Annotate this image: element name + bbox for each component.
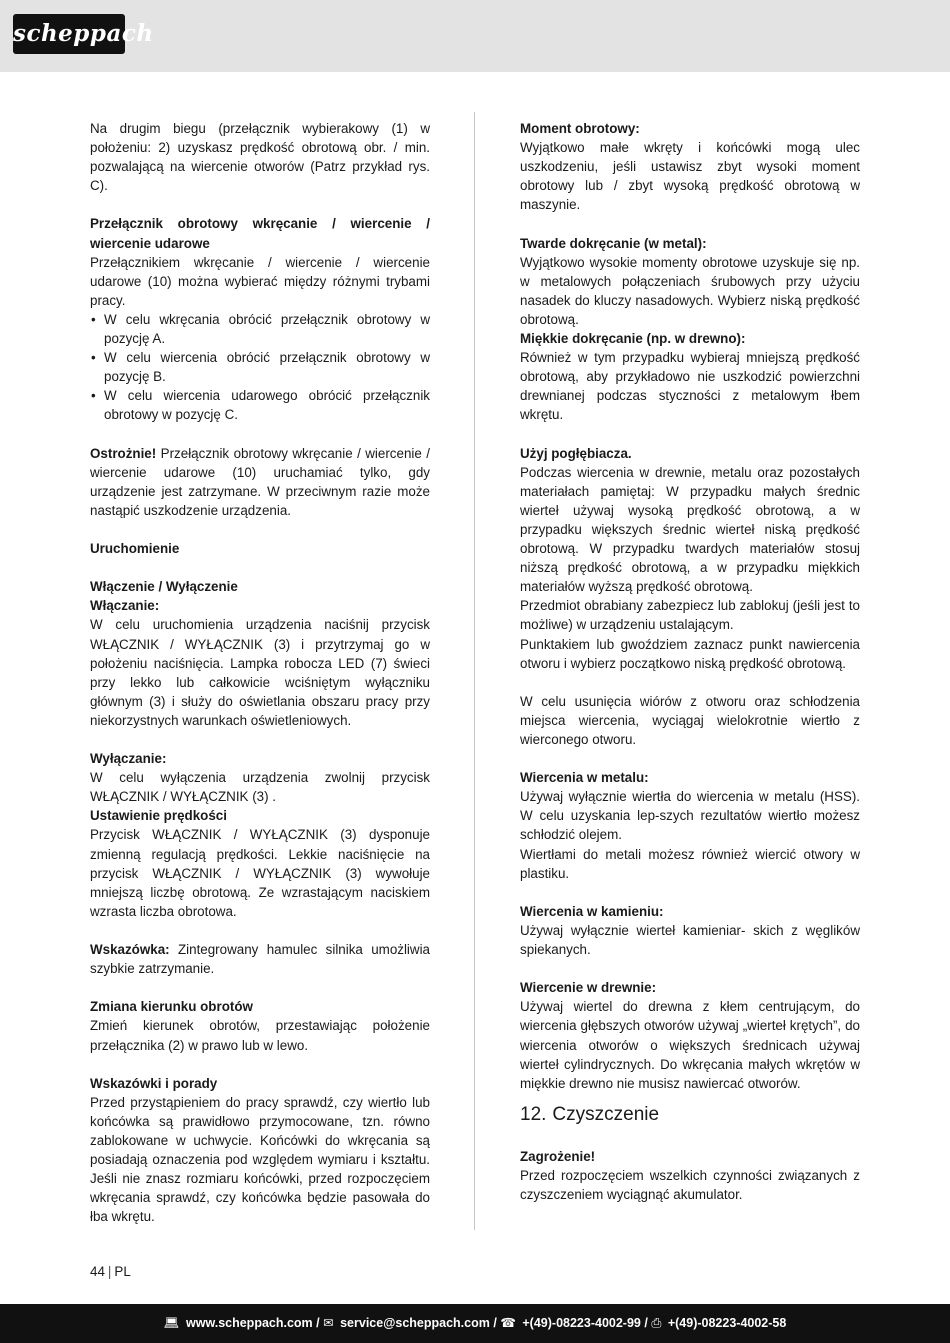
switch-bullet-list [90,310,430,425]
hint-label: Wskazówka: [90,942,170,958]
wood-paragraph: Używaj wiertel do drewna z kłem centrującym, do wiercenia głębszych otworów używaj „wierteł krętych”, do wiercenia otworów o większych średnicach używaj wierteł cylindrycznych. Do wkręcania małych wkrętów w miękkie drewno nie musisz nawiercać otworów. [520,999,860,1091]
page-number-block [90,1264,131,1279]
fax-icon: ⎙ [651,1316,662,1330]
caution-label: Ostrożnie! [90,445,157,461]
caution-text: Przełącznik obrotowy wkręcanie / wiercenie / wiercenie udarowe (10) uruchamiać tylko, gdy urządzenie jest zatrzymane. W przeciwnym razie może nastąpić uszkodzenie urządzenia. [90,445,430,518]
stone-paragraph: Używaj wyłącznie wierteł kamieniar- skich z węglików spiekanych. [520,922,860,958]
metal-paragraph: Używaj wyłącznie wiertła do wiercenia w metalu (HSS). W celu uzyskania lep-szych rezultatów wiertło możesz schłodzić olejem. [520,789,860,843]
mail-icon: ✉︎ [323,1316,334,1330]
list-item: • W celu wiercenia udarowego obrócić przełącznik obrotowy w pozycję C. [90,386,430,424]
metal-heading: Wiercenia w metalu: [520,770,649,786]
scheppach-logo: scheppach [13,14,125,54]
phone-icon: ☎︎ [500,1316,516,1330]
torque-heading: Moment obrotowy: [520,121,640,136]
danger-heading: Zagrożenie! [520,1148,596,1164]
column-divider [474,112,475,1230]
phone-number: +(49)-08223-4002-99 [522,1316,641,1330]
soft-tightening-heading: Miękkie dokręcanie (np. w drewno): [520,331,746,347]
right-column [520,119,860,1204]
contact-footer [0,1304,950,1343]
section-number: 12. [520,1103,547,1125]
soft-tightening-paragraph: Również w tym przypadku wybieraj mniejszą prędkość obrotową, aby przykładowo nie uszkodzić powierzchni drewnianej podczas styczności z metalowym łbem wkrętu. [520,350,860,423]
punch-paragraph: Punktakiem lub gwoździem zaznacz punkt nawiercenia otworu i wybierz początkowo niską prędkość obrotową. [520,636,860,671]
switch-paragraph: Przełącznikiem wkręcanie / wiercenie / wiercenie udarowe (10) można wybierać między różnymi trybami pracy. [90,254,430,308]
wood-heading: Wiercenie w drewnie: [520,980,657,996]
footer-separator: / [644,1316,648,1330]
left-column [90,119,430,1226]
on-paragraph: W celu uruchomienia urządzenia naciśnij przycisk WŁĄCZNIK / WYŁĄCZNIK (3) i przytrzymaj go w położeniu naciśnięcia. Lampka robocza LED (7) świeci przy lekko lub całkowicie wciśniętym wyłączniku głównym (3) i służy do oświetlania obszaru pracy przy niekorzystnych warunkach oświetleniowych. [90,617,430,728]
stone-heading: Wiercenia w kamieniu: [520,903,664,919]
tips-paragraph: Przed przystąpieniem do pracy sprawdź, czy wiertło lub końcówka są prawidłowo przymocowane, tzn. równo zablokowane w uchwycie. Końcówki do wkręcania są posiadają oznaczenia pod względem wymiaru i kształtu. Jeśli nie znasz rozmiaru końcówki, przed rozpoczęciem wkręcania sprawdź, czy końcówka będzie pasowała do łba wkrętu. [90,1094,430,1225]
direction-heading: Zmiana kierunku obrotów [90,999,253,1015]
hint-text: Zintegrowany hamulec silnika umożliwia szybkie zatrzymanie. [90,942,430,977]
speed-paragraph: Przycisk WŁĄCZNIK / WYŁĄCZNIK (3) dysponuje zmienną regulacją prędkości. Lekkie naciśnięcie na przycisk WŁĄCZNIK / WYŁĄCZNIK (3) wywołuje mniejszą liczbę obrotową. Ze wzrastającym naciskiem wzrasta liczba obrotowa. [90,827,430,919]
computer-icon: 💻︎ [163,1316,180,1330]
off-heading: Wyłączanie: [90,751,167,767]
page-number: 44 [90,1264,105,1279]
website-link[interactable]: www.scheppach.com [186,1316,313,1330]
hard-tightening-paragraph: Wyjątkowo wysokie momenty obrotowe uzyskuje się np. w metalowych połączeniach śrubowych przy użyciu nasadek do kluczy nasadowych. Wybierz niską prędkość obrotową. [520,254,860,327]
direction-paragraph: Zmień kierunek obrotów, przestawiając położenie przełącznika (2) w prawo lub w lewo. [90,1018,430,1053]
intro-paragraph: Na drugim biegu (przełącznik wybierakowy (1) w położeniu: 2) uzyskasz prędkość obrotową obr. / min. pozwalającą na wiercenie otworów (Patrz przykład rys. C). [90,121,430,194]
header-band [0,0,950,72]
list-item: • W celu wiercenia obrócić przełącznik obrotowy w pozycję B. [90,348,430,386]
on-heading: Włączanie: [90,598,160,614]
countersink-heading: Użyj pogłębiacza. [520,445,632,461]
torque-paragraph: Wyjątkowo małe wkręty i końcówki mogą ulec uszkodzeniu, jeśli ustawisz zbyt wysoki moment obrotowy lub / zbyt wysoką prędkość obrotową w maszynie. [520,140,860,213]
hard-tightening-heading: Twarde dokręcanie (w metal): [520,235,707,251]
tips-heading: Wskazówki i porady [90,1075,218,1091]
plastic-paragraph: Wiertłami do metali możesz również wiercić otwory w plastiku. [520,846,860,881]
footer-separator: / [493,1316,497,1330]
hint-paragraph [90,940,430,978]
speed-heading: Ustawienie prędkości [90,808,227,824]
section-title [520,1102,860,1128]
danger-paragraph: Przed rozpoczęciem wszelkich czynności związanych z czyszczeniem wyciągnąć akumulator. [520,1167,860,1203]
email-link[interactable]: service@scheppach.com [340,1316,490,1330]
page-number-separator: | [107,1264,112,1279]
off-paragraph: W celu wyłączenia urządzenia zwolnij przycisk WŁĄCZNIK / WYŁĄCZNIK (3) . [90,770,430,805]
workpiece-paragraph: Przedmiot obrabiany zabezpiecz lub zablokuj (jeśli jest to możliwe) w urządzeniu ustalającym. [520,598,860,633]
switch-heading: Przełącznik obrotowy wkręcanie / wiercenie / wiercenie udarowe [90,216,430,251]
startup-heading: Uruchomienie [90,541,180,557]
onoff-heading: Włączenie / Wyłączenie [90,579,238,595]
list-item: • W celu wkręcania obrócić przełącznik obrotowy w pozycję A. [90,310,430,348]
countersink-paragraph: Podczas wiercenia w drewnie, metalu oraz pozostałych materiałach pamiętaj: W przypadku małych średnic wierteł używaj wysoką prędkość obrotową, a w przypadku większych średnic wierteł niską prędkość obrotową. W przypadku twardych materiałów stosuj niższą prędkość obrotową, a w przypadku miękkich materiałów wyższą prędkość obrotową. [520,464,860,595]
section-title-text: Czyszczenie [552,1103,660,1125]
footer-separator: / [316,1316,320,1330]
fax-number: +(49)-08223-4002-58 [667,1316,787,1330]
language-code: PL [114,1264,131,1279]
chips-paragraph: W celu usunięcia wiórów z otworu oraz schłodzenia miejsca wiercenia, wyciągaj wielokrotnie wiertło z wierconego otworu. [520,693,860,747]
caution-paragraph [90,444,430,520]
